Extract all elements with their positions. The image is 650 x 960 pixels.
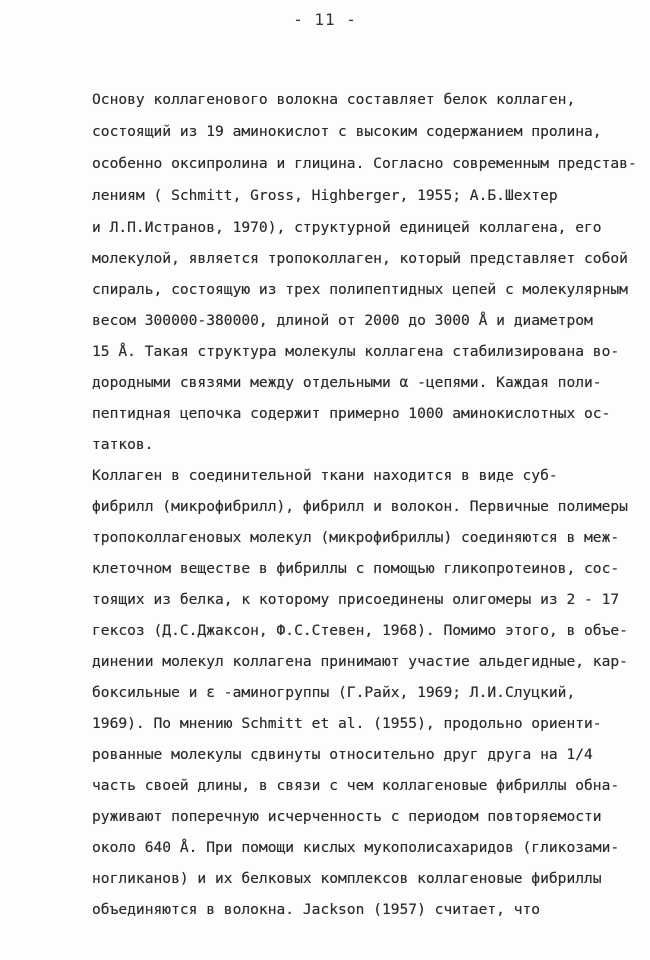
text-line: дородными связями между отдельными α -цепями. Каждая поли- [92,374,602,391]
text-line: весом 300000-380000, длиной от 2000 до 3000 Å и диаметром [92,312,593,329]
text-line: пептидная цепочка содержит примерно 1000 аминокислотных ос- [92,405,611,422]
text-line: динении молекул коллагена принимают участие альдегидные, кар- [92,653,628,670]
text-line: лениям ( Schmitt, Gross, Highberger, 1955; А.Б.Шехтер [92,187,558,204]
text-line: 1969). По мнению Schmitt et al. (1955), продольно ориенти- [92,715,602,732]
text-line: фибрилл (микрофибрилл), фибрилл и волокон. Первичные полимеры [92,498,628,515]
text-line: гексоз (Д.С.Джаксон, Ф.С.Стевен, 1968). Помимо этого, в объе- [92,622,628,639]
text-line: боксильные и ε -аминогруппы (Г.Райх, 1969; Л.И.Слуцкий, [92,684,576,701]
text-line: руживают поперечную исчерченность с периодом повторяемости [92,808,602,825]
page-number: - 11 - [293,10,357,29]
text-line: и Л.П.Истранов, 1970), структурной единицей коллагена, его [92,219,602,236]
text-line: 15 Å. Такая структура молекулы коллагена стабилизирована во- [92,343,620,360]
text-line: Основу коллагенового волокна составляет белок коллаген, [92,91,576,108]
text-line: молекулой, является тропоколлаген, который представляет собой [92,250,628,267]
text-line: Коллаген в соединительной ткани находится в виде суб- [92,467,558,484]
text-line: ногликанов) и их белковых комплексов коллагеновые фибриллы [92,870,602,887]
text-line: тропоколлагеновых молекул (микрофибриллы) соединяются в меж- [92,529,620,546]
text-line: татков. [92,436,154,453]
text-line: рованные молекулы сдвинуты относительно друг друга на 1/4 [92,746,593,763]
text-line: около 640 Å. При помощи кислых мукополисахаридов (гликозами- [92,839,620,856]
text-line: спираль, состоящую из трех полипептидных цепей с молекулярным [92,281,628,298]
text-line: часть своей длины, в связи с чем коллагеновые фибриллы обна- [92,777,620,794]
text-line: состоящий из 19 аминокислот с высоким содержанием пролина, [92,123,602,140]
text-line: клеточном веществе в фибриллы с помощью гликопротеинов, сос- [92,560,620,577]
text-line: тоящих из белка, к которому присоединены олигомеры из 2 - 17 [92,591,620,608]
text-line: особенно оксипролина и глицина. Согласно современным представ- [92,155,637,172]
text-line: объединяются в волокна. Jackson (1957) считает, что [92,901,541,918]
